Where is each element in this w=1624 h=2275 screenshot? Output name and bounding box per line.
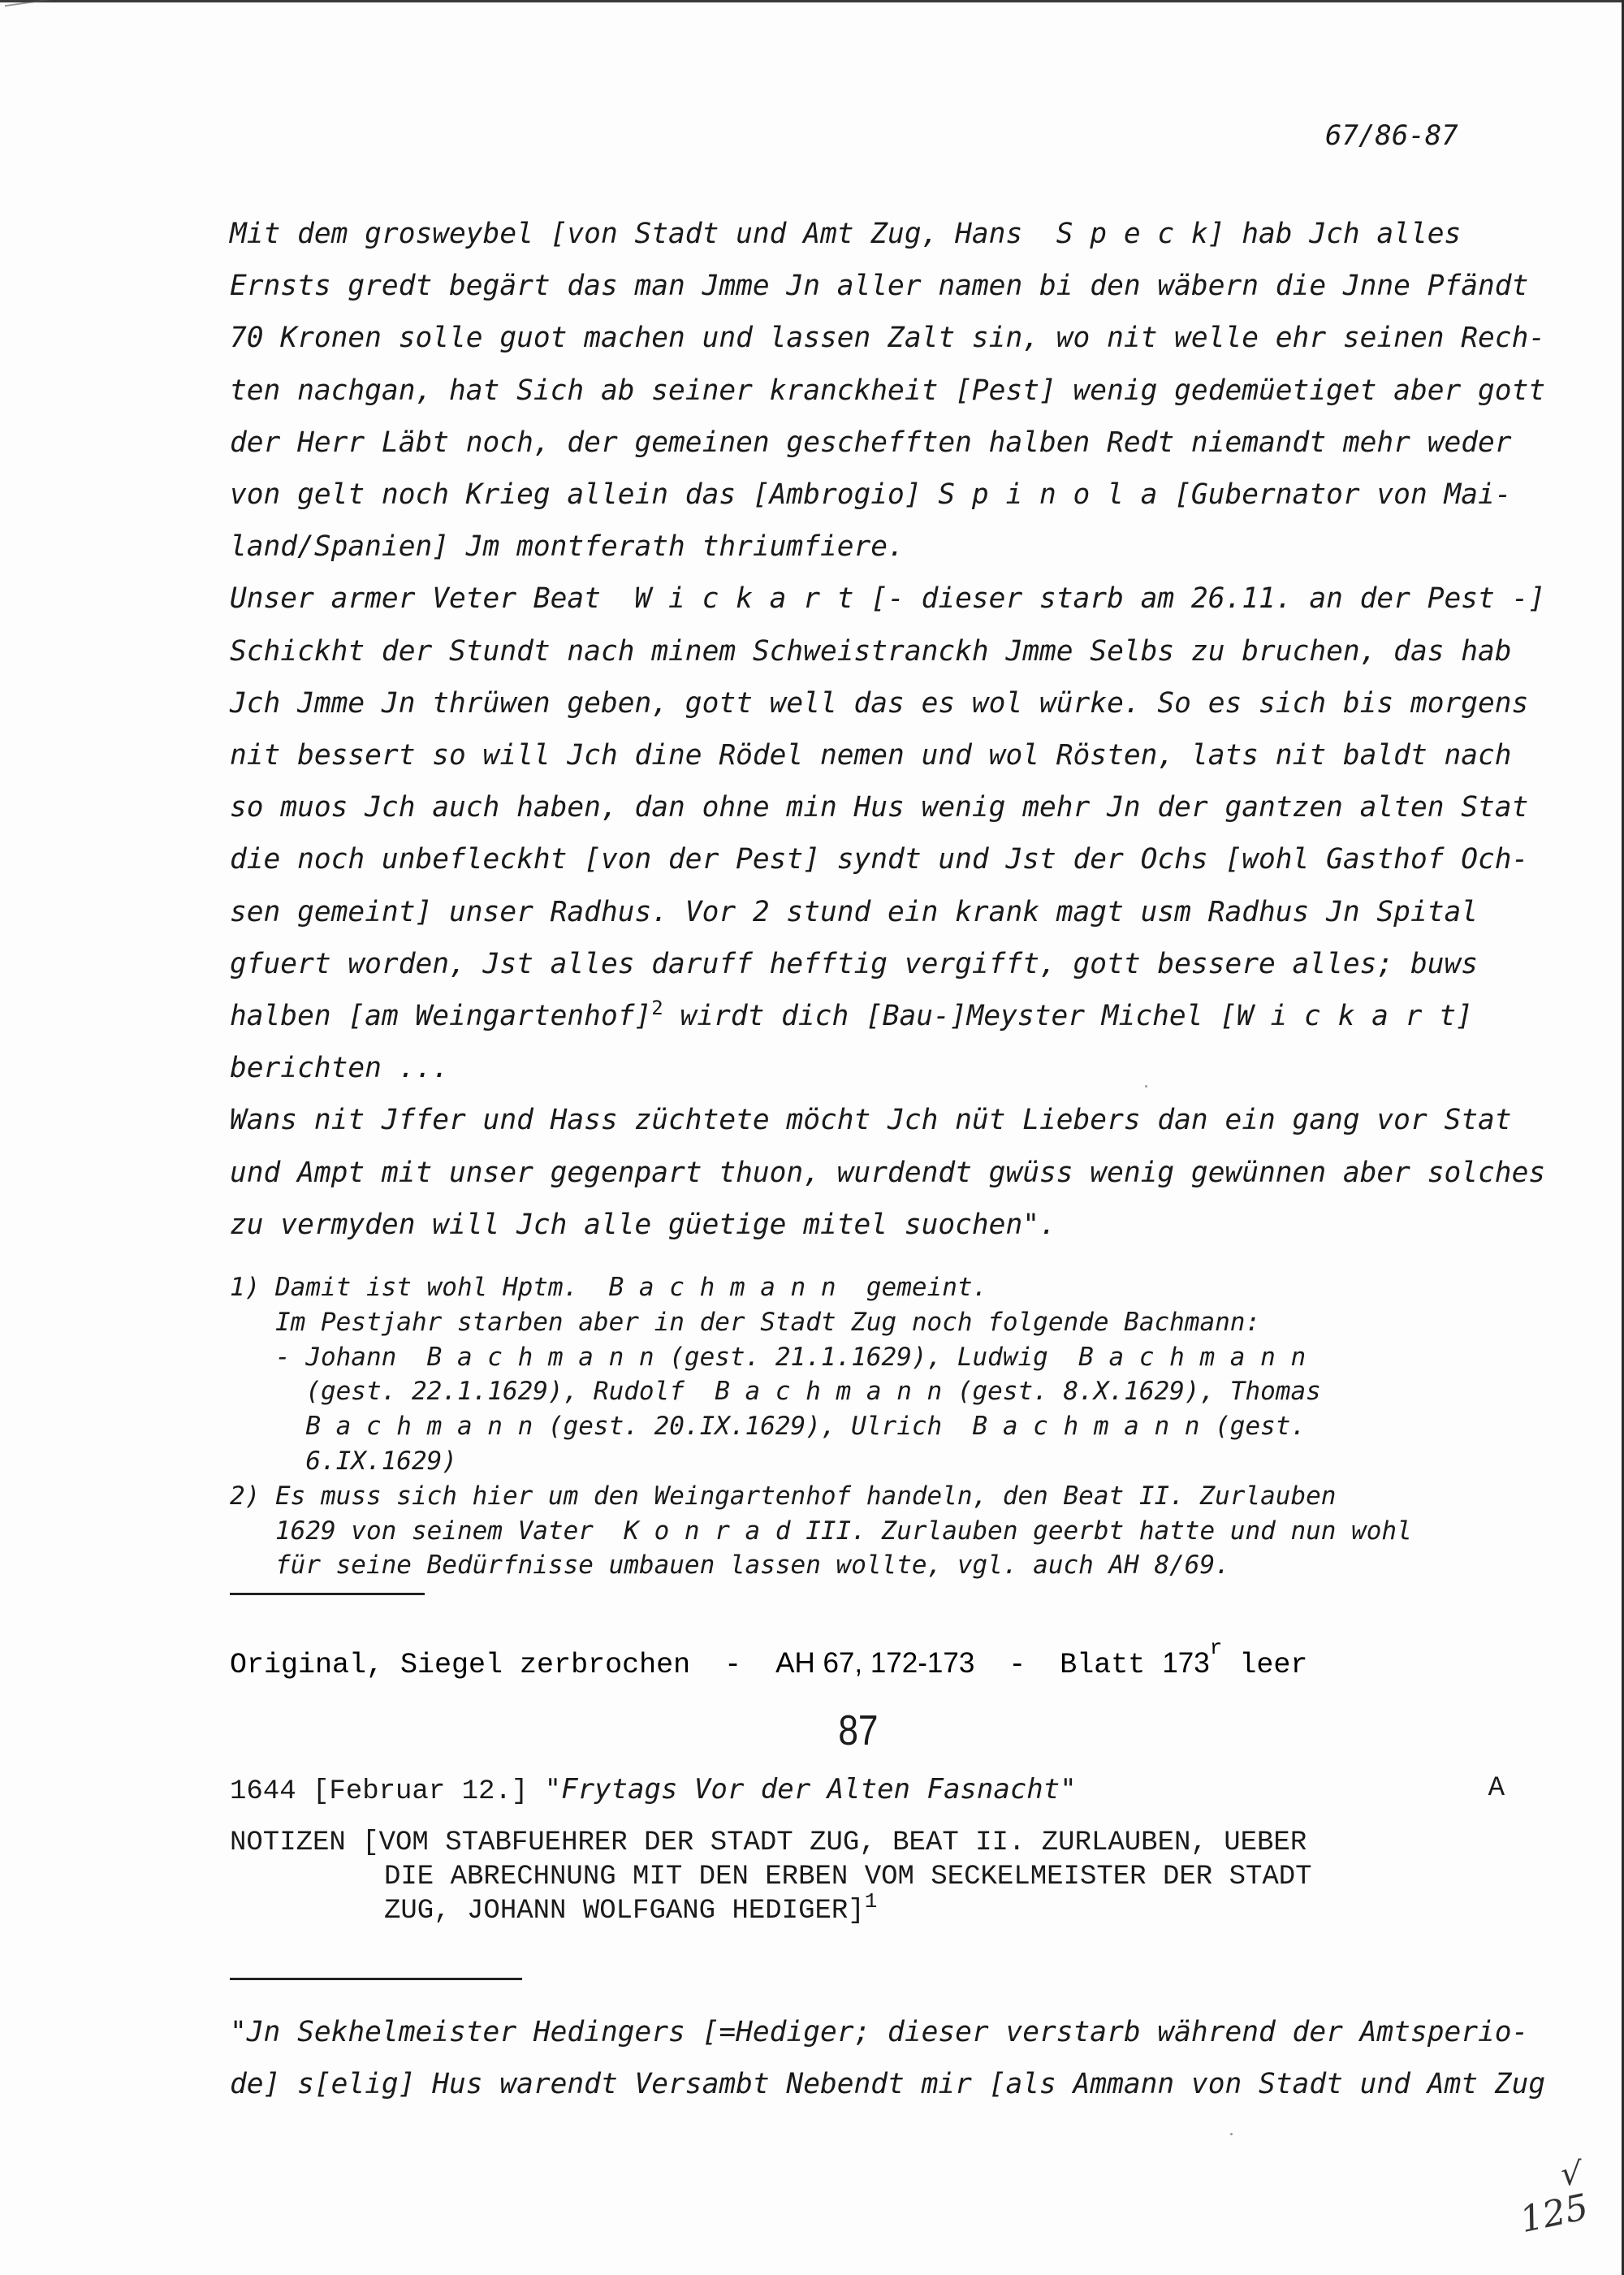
notes-line: de] s[elig] Hus warendt Versambt Nebendt mir [als Ammann von Stadt und Amt Zug: [230, 2068, 1546, 2100]
document-date: [230, 1773, 1505, 1807]
body-line-with-footnote: [230, 990, 1513, 1042]
footnote-line: (gest. 22.1.1629), Rudolf B a c h m a n n (gest. 8.X.1629), Thomas: [230, 1377, 1321, 1407]
page-reference: 67/86-87: [1325, 119, 1458, 152]
footnote-line: für seine Bedürfnisse umbauen lassen wollte, vgl. auch AH 8/69.: [230, 1551, 1230, 1581]
source-page: 173: [1162, 1647, 1210, 1679]
footnote-divider: [230, 1593, 425, 1595]
body-line: zu vermyden will Jch alle güetige mitel suochen".: [230, 1208, 1056, 1241]
footnote-line: 2) Es muss sich hier um den Weingartenhof handeln, den Beat II. Zurlauben: [230, 1481, 1337, 1511]
footnote-line: 1629 von seinem Vater K o n r a d III. Zurlauben geerbt hatte und nun wohl: [230, 1516, 1412, 1546]
title-line: NOTIZEN [VOM STABFUEHRER DER STADT ZUG, BEAT II. ZURLAUBEN, UEBER: [230, 1827, 1307, 1858]
source-note: [230, 1636, 1308, 1681]
scan-corner-mark: [5, 0, 54, 18]
footnote-line: B a c h m a n n (gest. 20.IX.1629), Ulrich B a c h m a n n (gest.: [230, 1412, 1307, 1442]
body-line-text: wirdt dich [Bau-]Meyster Michel [W i c k a r t]: [663, 1000, 1473, 1033]
body-line: so muos Jch auch haben, dan ohne min Hus wenig mehr Jn der gantzen alten Stat: [230, 791, 1529, 824]
footnote-marker-2: 2: [651, 997, 663, 1020]
source-archive-ref: AH 67, 172-173: [775, 1647, 975, 1679]
body-line: Mit dem grosweybel [von Stadt und Amt Zug, Hans S p e c k] hab Jch alles: [230, 218, 1462, 250]
scan-speck: [1145, 1085, 1147, 1088]
handwritten-check-mark: √: [1561, 2156, 1582, 2193]
footnotes: [230, 1270, 1545, 1583]
body-line-text: halben [am Weingartenhof]: [230, 1000, 652, 1033]
title-line-with-footnote: [230, 1889, 1545, 1928]
body-line: Schickht der Stundt nach minem Schweistranckh Jmme Selbs zu bruchen, das hab: [230, 634, 1512, 668]
body-line: land/Spanien] Jm montferath thriumfiere.: [230, 530, 905, 564]
body-line: Wans nit Jffer und Hass züchtete möcht Jch nüt Liebers dan ein gang vor Stat: [230, 1104, 1512, 1137]
source-text: Original, Siegel zerbrochen -: [230, 1649, 776, 1681]
title-divider: [230, 1978, 522, 1980]
scan-speck: [1230, 2133, 1233, 2135]
source-text: - Blatt: [974, 1649, 1163, 1681]
title-line: DIE ABRECHNUNG MIT DEN ERBEN VOM SECKELMEISTER DER STADT: [384, 1862, 1312, 1892]
date-text: 1644 [Februar 12.]: [230, 1776, 545, 1807]
title-line-text: ZUG, JOHANN WOLFGANG HEDIGER]: [384, 1896, 865, 1927]
body-line: der Herr Läbt noch, der gemeinen geschefften halben Redt niemandt mehr weder: [230, 426, 1512, 459]
body-line: Unser armer Veter Beat W i c k a r t [- dieser starb am 26.11. an der Pest -]: [230, 582, 1546, 616]
handwritten-folio-number: 125: [1516, 2186, 1592, 2242]
body-line: sen gemeint] unser Radhus. Vor 2 stund ein krank magt usm Radhus Jn Spital: [230, 895, 1479, 928]
recto-marker: r: [1209, 1636, 1223, 1660]
date-quote: "Frytags Vor der Alten Fasnacht": [544, 1773, 1077, 1806]
body-line: gfuert worden, Jst alles daruff hefftig vergifft, gott bessere alles; buws: [230, 947, 1479, 980]
footnote-line: - Johann B a c h m a n n (gest. 21.1.1629), Ludwig B a c h m a n n: [230, 1342, 1307, 1372]
footnote-line: 6.IX.1629): [230, 1446, 457, 1476]
footnote-line: Im Pestjahr starben aber in der Stadt Zug noch folgende Bachmann:: [230, 1307, 1261, 1337]
body-line: von gelt noch Krieg allein das [Ambrogio] S p i n o l a [Gubernator von Mai-: [230, 478, 1512, 512]
body-line: die noch unbefleckht [von der Pest] syndt und Jst der Ochs [wohl Gasthof Och-: [230, 843, 1529, 876]
body-line: Ernsts gredt begärt das man Jmme Jn aller namen bi den wäbern die Jnne Pfändt: [230, 270, 1529, 303]
body-line: 70 Kronen solle guot machen und lassen Zalt sin, wo nit welle ehr seinen Rech-: [230, 322, 1546, 355]
document-number: 87: [838, 1707, 879, 1754]
body-line: und Ampt mit unser gegenpart thuon, wurdendt gwüss wenig gewünnen aber solches: [230, 1156, 1546, 1189]
body-line: Jch Jmme Jn thrüwen geben, gott well das es wol würke. So es sich bis morgens: [230, 686, 1529, 720]
body-line: nit bessert so will Jch dine Rödel nemen und wol Rösten, lats nit baldt nach: [230, 739, 1512, 772]
notes-body: [230, 2006, 1546, 2110]
scan-edge-top: [0, 0, 1624, 2]
body-line: ten nachgan, hat Sich ab seiner kranckheit [Pest] wenig gedemüetiget aber gott: [230, 374, 1546, 407]
document-title: [230, 1826, 1545, 1928]
footnote-marker-1: 1: [864, 1889, 878, 1914]
document-type-letter: A: [1488, 1773, 1505, 1804]
body-line: berichten ...: [230, 1052, 450, 1085]
source-text: leer: [1222, 1649, 1308, 1681]
footnote-line: 1) Damit ist wohl Hptm. B a c h m a n n gemeint.: [230, 1273, 988, 1302]
letter-body: [230, 208, 1546, 1251]
notes-line: "Jn Sekhelmeister Hedingers [=Hediger; dieser verstarb während der Amtsperio-: [230, 2016, 1529, 2048]
